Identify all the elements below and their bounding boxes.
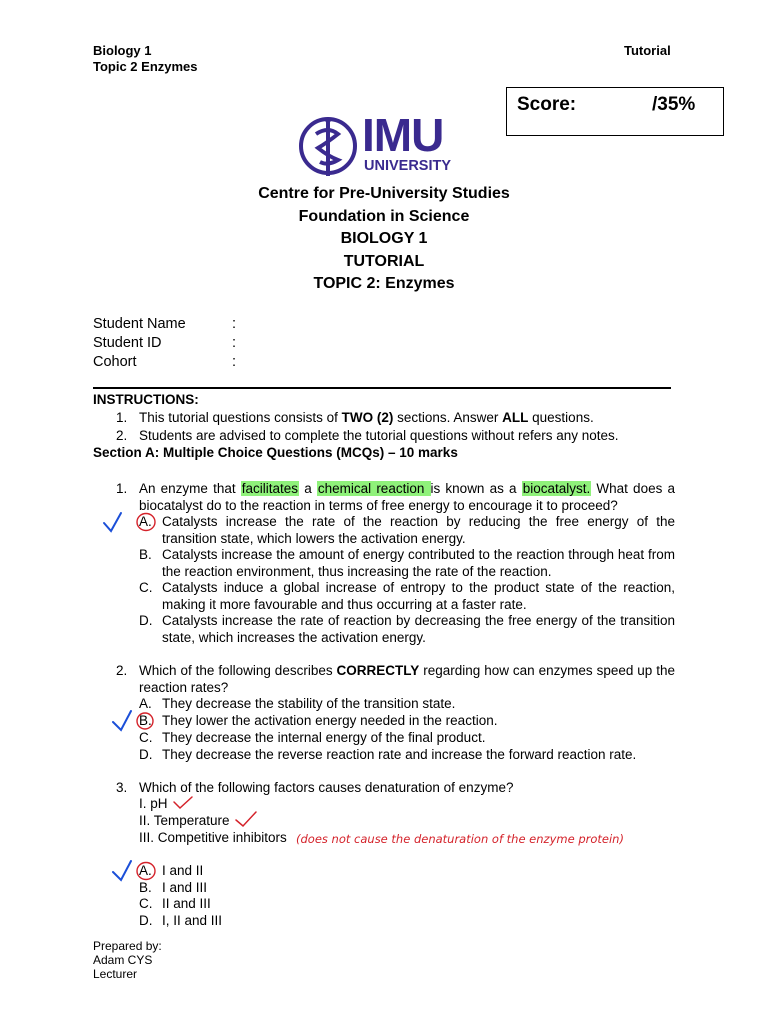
q1-option-a: Catalysts increase the rate of the reaction by reducing the free energy of the transition state, which lowers the activation energy. — [162, 514, 675, 546]
instruction-num: 1. — [116, 410, 128, 425]
header-doc-type: Tutorial — [624, 43, 671, 58]
q3-option-b: I and III — [162, 880, 208, 895]
option-letter: B. — [139, 880, 152, 895]
q2-option-a: They decrease the stability of the transition state. — [162, 696, 456, 711]
q3-option-a: I and II — [162, 863, 204, 878]
q2-option-b: They lower the activation energy needed in the reaction. — [162, 713, 498, 728]
question-1-text: An enzyme that facilitates a chemical reaction is known as a biocatalyst. What does a biocatalyst do to the reaction in terms of free energy to encourage it to proceed? — [139, 481, 675, 513]
option-letter: C. — [139, 896, 153, 911]
question-2-text: Which of the following describes CORRECTLY regarding how can enzymes speed up the reaction rates? — [139, 663, 676, 695]
footer-role: Lecturer — [93, 967, 138, 981]
field-sep: : — [232, 316, 237, 332]
option-letter: A. — [139, 514, 152, 529]
option-letter: D. — [139, 747, 153, 762]
q3-factor-1: I. pH — [139, 796, 168, 811]
red-check-icon — [236, 812, 256, 826]
question-3-text: Which of the following factors causes denaturation of enzyme? — [139, 780, 514, 795]
answer-circle-icon — [137, 863, 155, 880]
q3-option-d: I, II and III — [162, 913, 223, 928]
highlight-chemical-reaction: chemical reaction — [317, 481, 430, 496]
field-sep: : — [232, 354, 237, 370]
option-letter: C. — [139, 730, 153, 745]
red-check-icon — [174, 797, 192, 808]
answer-circle-icon — [137, 713, 153, 729]
answer-circle-icon — [137, 514, 155, 531]
question-number: 3. — [116, 780, 128, 795]
field-label-cohort: Cohort — [93, 354, 137, 370]
title-foundation: Foundation in Science — [298, 207, 470, 225]
option-letter: B. — [139, 713, 152, 728]
option-letter: D. — [139, 913, 153, 928]
logo-sub: UNIVERSITY — [364, 158, 452, 174]
question-number: 1. — [116, 481, 128, 496]
score-label: Score: — [517, 94, 577, 115]
q1-option-c: Catalysts induce a global increase of entropy to the product state of the reaction, making it more favourable and thus occurring at a faster rate. — [162, 580, 675, 612]
option-letter: A. — [139, 863, 152, 878]
title-centre: Centre for Pre-University Studies — [258, 185, 510, 202]
header-course: Biology 1 — [93, 43, 152, 58]
q3-factor-3: III. Competitive inhibitors — [139, 830, 287, 845]
section-a-title: Section A: Multiple Choice Questions (MCQs) – 10 marks — [93, 445, 458, 460]
q3-factor-2: II. Temperature — [139, 813, 230, 828]
title-subject: BIOLOGY 1 — [340, 230, 428, 247]
handwritten-note: (does not cause the denaturation of the enzyme protein) — [296, 832, 624, 846]
title-tutorial: TUTORIAL — [343, 252, 425, 270]
q2-option-c: They decrease the internal energy of the final product. — [162, 730, 486, 745]
question-number: 2. — [116, 663, 128, 678]
instruction-2: Students are advised to complete the tutorial questions without refers any notes. — [139, 428, 619, 443]
header-topic: Topic 2 Enzymes — [93, 59, 198, 74]
highlight-facilitates: facilitates — [241, 481, 299, 496]
blue-check-icon — [113, 861, 131, 880]
blue-check-icon — [104, 513, 121, 531]
field-label-student-name: Student Name — [93, 316, 186, 332]
q1-option-b: Catalysts increase the amount of energy contributed to the reaction through heat from the reaction environment, thus increasing the rate of the reaction. — [162, 547, 675, 579]
footer-author: Adam CYS — [93, 953, 153, 967]
option-letter: B. — [139, 547, 152, 562]
highlight-biocatalyst: biocatalyst. — [522, 481, 591, 496]
q2-option-d: They decrease the reverse reaction rate and increase the forward reaction rate. — [162, 747, 637, 762]
instruction-num: 2. — [116, 428, 128, 443]
q3-option-c: II and III — [162, 896, 211, 911]
q1-option-d: Catalysts increase the rate of reaction by decreasing the free energy of the transition state, which increases the activation energy. — [162, 613, 675, 645]
instructions-heading: INSTRUCTIONS: — [93, 392, 199, 407]
title-topic: TOPIC 2: Enzymes — [313, 275, 455, 292]
option-letter: A. — [139, 696, 152, 711]
footer-prepared-by: Prepared by: — [93, 939, 162, 953]
instruction-1: This tutorial questions consists of TWO (2) sections. Answer ALL questions. — [139, 410, 594, 425]
blue-check-icon — [113, 711, 131, 730]
option-letter: D. — [139, 613, 153, 628]
score-value: /35% — [652, 94, 696, 115]
logo-name: IMU — [362, 109, 444, 161]
option-letter: C. — [139, 580, 153, 595]
field-sep: : — [232, 335, 237, 351]
field-label-student-id: Student ID — [93, 335, 162, 351]
